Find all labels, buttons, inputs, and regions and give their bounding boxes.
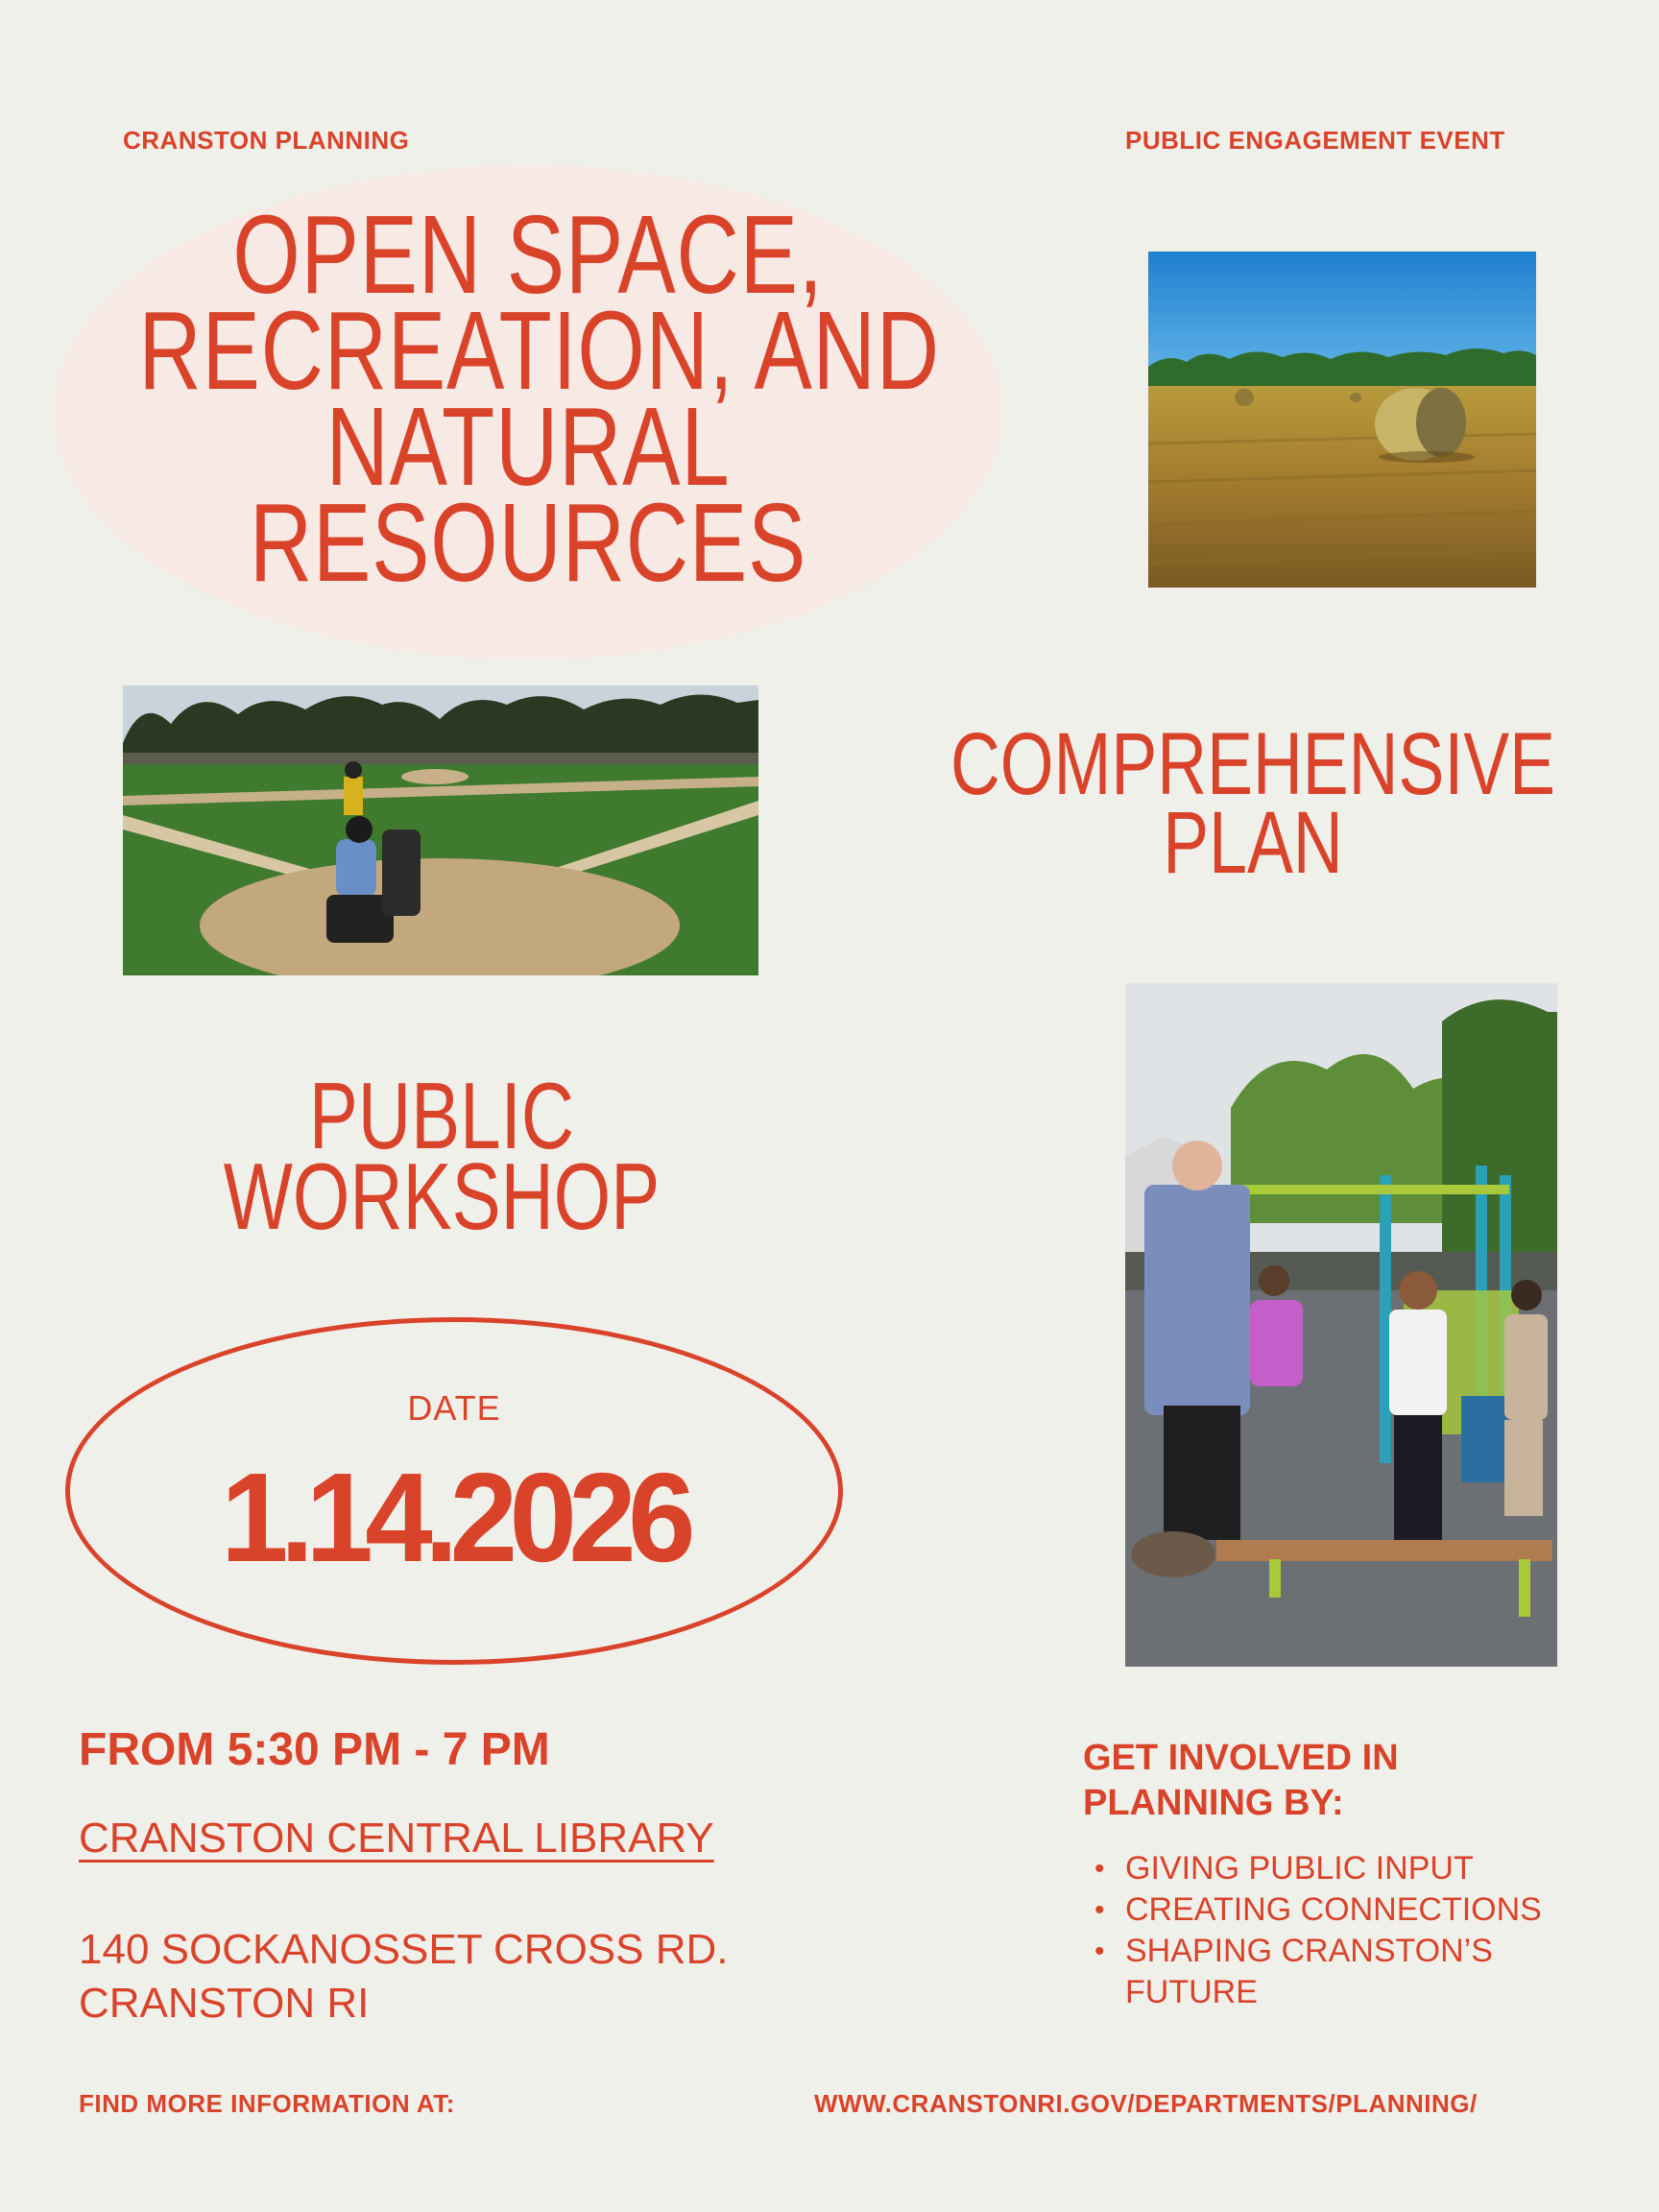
title-line-3: NATURAL bbox=[325, 384, 731, 509]
get-involved-heading bbox=[1083, 1736, 1399, 1826]
date-value: 1.14.2026 bbox=[221, 1447, 687, 1588]
header-left: CRANSTON PLANNING bbox=[123, 126, 410, 155]
workshop-line-1: PUBLIC bbox=[308, 1063, 575, 1168]
workshop-line-2: WORKSHOP bbox=[223, 1143, 661, 1249]
title-line-2: RECREATION, AND bbox=[138, 288, 940, 413]
hay-field-photo bbox=[1148, 252, 1536, 588]
comprehensive-plan-heading bbox=[835, 715, 1659, 892]
list-item: • GIVING PUBLIC INPUT bbox=[1083, 1848, 1621, 1889]
address-line-2: CRANSTON RI bbox=[79, 1980, 370, 2027]
list-item: • SHAPING CRANSTON’S FUTURE bbox=[1083, 1931, 1621, 2013]
venue-link[interactable]: CRANSTON CENTRAL LIBRARY bbox=[79, 1815, 714, 1862]
get-involved-line-1: GET INVOLVED IN bbox=[1083, 1738, 1399, 1778]
main-title bbox=[29, 192, 1027, 605]
title-line-1: OPEN SPACE, bbox=[232, 192, 824, 317]
subtitle-line-2: PLAN bbox=[1163, 794, 1343, 892]
playground-photo bbox=[1125, 983, 1557, 1667]
baseball-field-photo bbox=[123, 685, 758, 975]
subtitle-line-1: COMPREHENSIVE bbox=[950, 715, 1555, 813]
date-label: DATE bbox=[407, 1388, 501, 1428]
public-workshop-heading bbox=[134, 1063, 749, 1249]
event-time: FROM 5:30 PM - 7 PM bbox=[79, 1724, 550, 1775]
title-line-4: RESOURCES bbox=[249, 480, 807, 605]
get-involved-line-2: PLANNING BY: bbox=[1083, 1783, 1344, 1823]
header-right: PUBLIC ENGAGEMENT EVENT bbox=[1125, 126, 1505, 155]
list-item: • CREATING CONNECTIONS bbox=[1083, 1889, 1621, 1931]
address-line-1: 140 SOCKANOSSET CROSS RD. bbox=[79, 1926, 729, 1973]
footer-label: FIND MORE INFORMATION AT: bbox=[79, 2089, 455, 2118]
footer-url-link[interactable]: WWW.CRANSTONRI.GOV/DEPARTMENTS/PLANNING/ bbox=[814, 2089, 1478, 2118]
involvement-list bbox=[1083, 1848, 1621, 2013]
